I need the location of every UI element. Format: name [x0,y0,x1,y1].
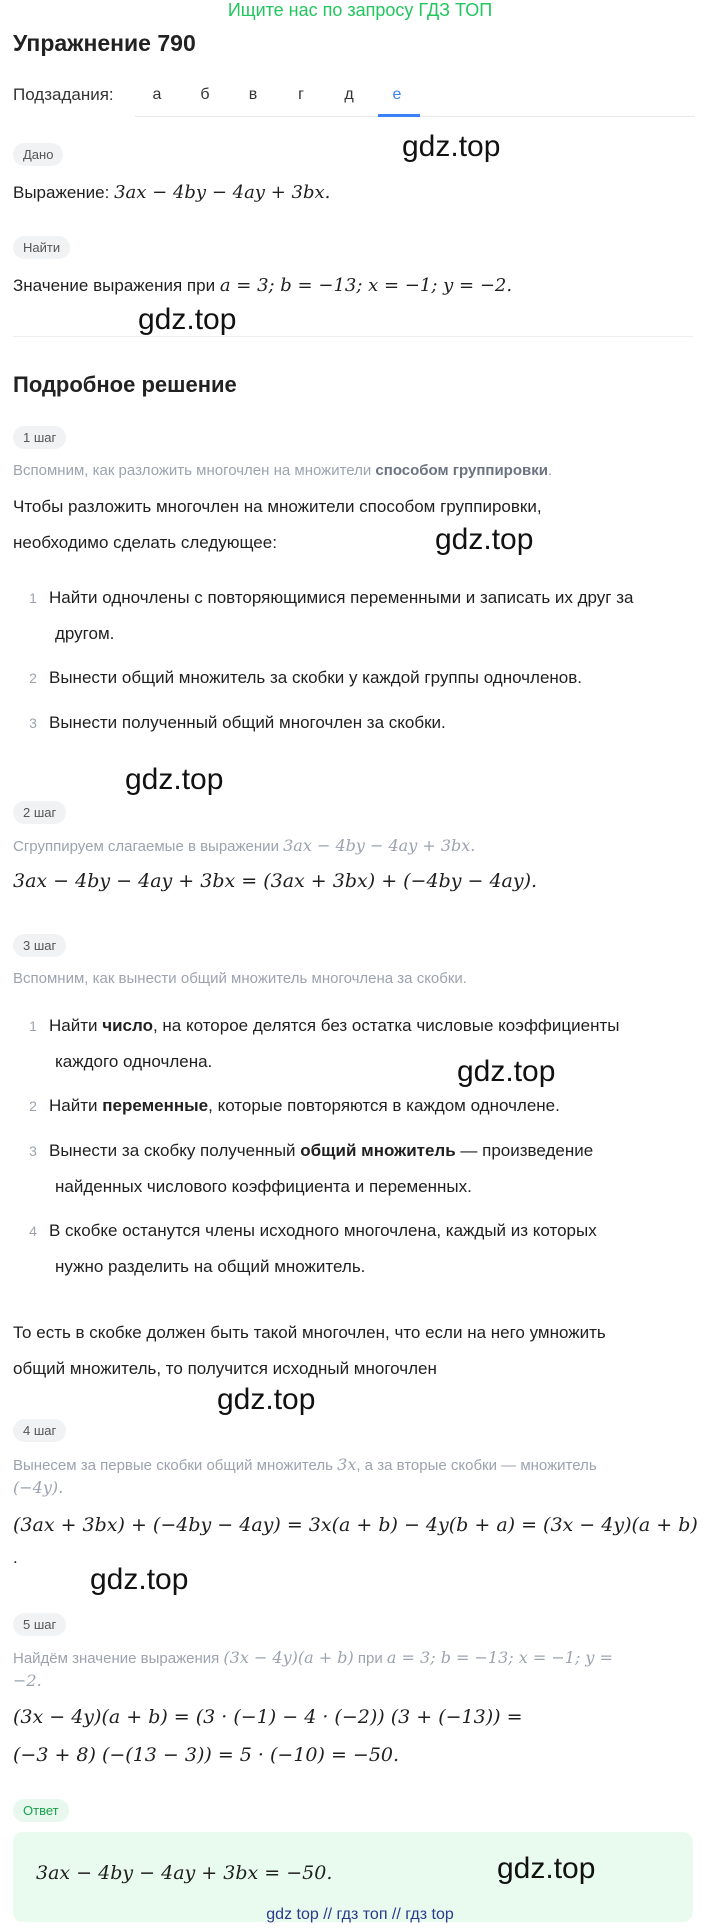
list-number: 3 [29,715,37,731]
step4-hint-line1 [13,1455,597,1474]
find-badge: Найти [13,236,70,259]
step4-dot: . [13,1548,18,1567]
tab-d[interactable]: д [344,86,354,103]
watermark: gdz.top [457,1055,556,1088]
list-item-cont: нужно разделить на общий множитель. [55,1257,366,1276]
list-item [49,1133,593,1169]
step1-hint [13,462,552,479]
step4-badge: 4 шаг [13,1419,66,1442]
step5-hint-line1 [13,1648,613,1667]
divider [13,336,693,337]
item-bold: переменные [102,1096,209,1115]
step2-badge: 2 шаг [13,801,66,824]
item-text: , на которое делятся без остатка числовые коэффициенты [152,1016,620,1035]
step5-hint-text2: при [357,1650,383,1667]
step4-hint-text: Вынесем за первые скобки общий множитель [13,1457,333,1474]
step4-hint-expression: 3x [337,1455,357,1474]
top-banner[interactable]: Ищите нас по запросу ГДЗ ТОП [227,0,493,20]
list-item: Вынести полученный общий многочлен за скобки. [49,713,446,732]
step1-list [23,580,693,740]
given-badge: Дано [13,143,63,166]
step4-formula: (3ax + 3bx) + (−4by − 4ay) = 3x(a + b) − 4y(b + a) = (3x − 4y)(a + b) [13,1514,698,1536]
list-number: 2 [29,670,37,686]
item-text: Найти [49,1096,103,1115]
step2-hint-text: Сгруппируем слагаемые в выражении [13,838,279,855]
step3-hint: Вспомним, как вынести общий множитель многочлена за скобки. [13,970,467,987]
tab-g[interactable]: г [298,86,304,103]
list-item: Найти одночлены с повторяющимися переменными и записать их друг за [49,588,634,607]
step3-badge: 3 шаг [13,934,66,957]
list-number: 2 [29,1098,37,1114]
step4-hint-line2: (−4y). [13,1478,64,1497]
item-text: , которые повторяются в каждом одночлене. [208,1096,560,1115]
footer-links[interactable]: gdz top // гдз топ // гдз top [266,1906,454,1923]
step4-hint-text2: , а за вторые скобки — множитель [356,1457,597,1474]
step2-hint-expression: 3ax − 4by − 4ay + 3bx. [283,836,476,855]
active-tab-indicator [378,114,420,117]
step5-hint-expression: (3x − 4y)(a + b) [223,1648,354,1667]
solution-title: Подробное решение [13,372,237,397]
list-item: Вынести общий множитель за скобки у каждой группы одночленов. [49,668,583,687]
step3-after-line2: общий множитель, то получится исходный многочлен [13,1359,437,1378]
watermark: gdz.top [90,1563,189,1596]
subtasks-label: Подзадания: [13,85,114,104]
given-label: Выражение: [13,183,110,202]
step1-line1: Чтобы разложить многочлен на множители способом группировки, [13,497,542,516]
given-expression: 3ax − 4by − 4ay + 3bx. [114,182,331,203]
list-item-cont: найденных числового коэффициента и переменных. [55,1177,472,1196]
step5-hint-values: a = 3; b = −13; x = −1; y = [386,1648,613,1667]
step5-formula-line1: (3x − 4y)(a + b) = (3 · (−1) − 4 · (−2)) (3 + (−13)) = [13,1706,523,1728]
step5-badge: 5 шаг [13,1613,66,1636]
list-item-cont: другом. [55,624,115,643]
list-item [49,1088,560,1124]
list-item: В скобке останутся члены исходного многочлена, каждый из которых [49,1221,597,1240]
step1-hint-end: . [547,462,553,479]
step1-badge: 1 шаг [13,426,66,449]
list-number: 3 [29,1143,37,1159]
step5-hint-line2: −2. [13,1671,42,1690]
watermark: gdz.top [125,763,224,796]
watermark: gdz.top [497,1852,596,1885]
tab-b[interactable]: б [200,86,210,103]
item-text: — произведение [455,1141,594,1160]
step1-line2: необходимо сделать следующее: [13,533,277,552]
watermark: gdz.top [217,1383,316,1416]
page-title: Упражнение 790 [13,30,196,56]
step3-after-line1: То есть в скобке должен быть такой многочлен, что если на него умножить [13,1323,606,1342]
step2-hint [13,836,475,855]
watermark: gdz.top [138,303,237,336]
answer-expression: 3ax − 4by − 4ay + 3bx = −50. [36,1862,333,1884]
list-item [49,1008,620,1044]
answer-badge: Ответ [13,1799,69,1822]
watermark: gdz.top [402,130,501,163]
item-bold: число [102,1016,153,1035]
watermark: gdz.top [435,523,534,556]
step5-formula-line2: (−3 + 8) (−(13 − 3)) = 5 · (−10) = −50. [13,1744,400,1766]
list-number: 1 [29,1018,37,1034]
given-line [13,182,330,203]
step1-hint-bold: способом группировки [375,462,548,479]
step2-formula: 3ax − 4by − 4ay + 3bx = (3ax + 3bx) + (−4by − 4ay). [13,870,538,892]
item-text: Вынести за скобку полученный [49,1141,301,1160]
list-number: 1 [29,590,37,606]
find-line [13,275,512,296]
list-number: 4 [29,1223,37,1239]
item-text: Найти [49,1016,103,1035]
step3-list [23,1008,693,1288]
subtask-tabs [135,78,695,117]
step1-hint-text: Вспомним, как разложить многочлен на множители [13,462,372,479]
list-item-cont: каждого одночлена. [55,1052,213,1071]
tab-e[interactable]: е [392,86,402,103]
find-label: Значение выражения при [13,276,216,295]
tab-v[interactable]: в [248,86,258,103]
item-bold: общий множитель [300,1141,456,1160]
find-expression: a = 3; b = −13; x = −1; y = −2. [219,275,513,296]
step5-hint-text: Найдём значение выражения [13,1650,220,1667]
tab-a[interactable]: а [152,86,162,103]
